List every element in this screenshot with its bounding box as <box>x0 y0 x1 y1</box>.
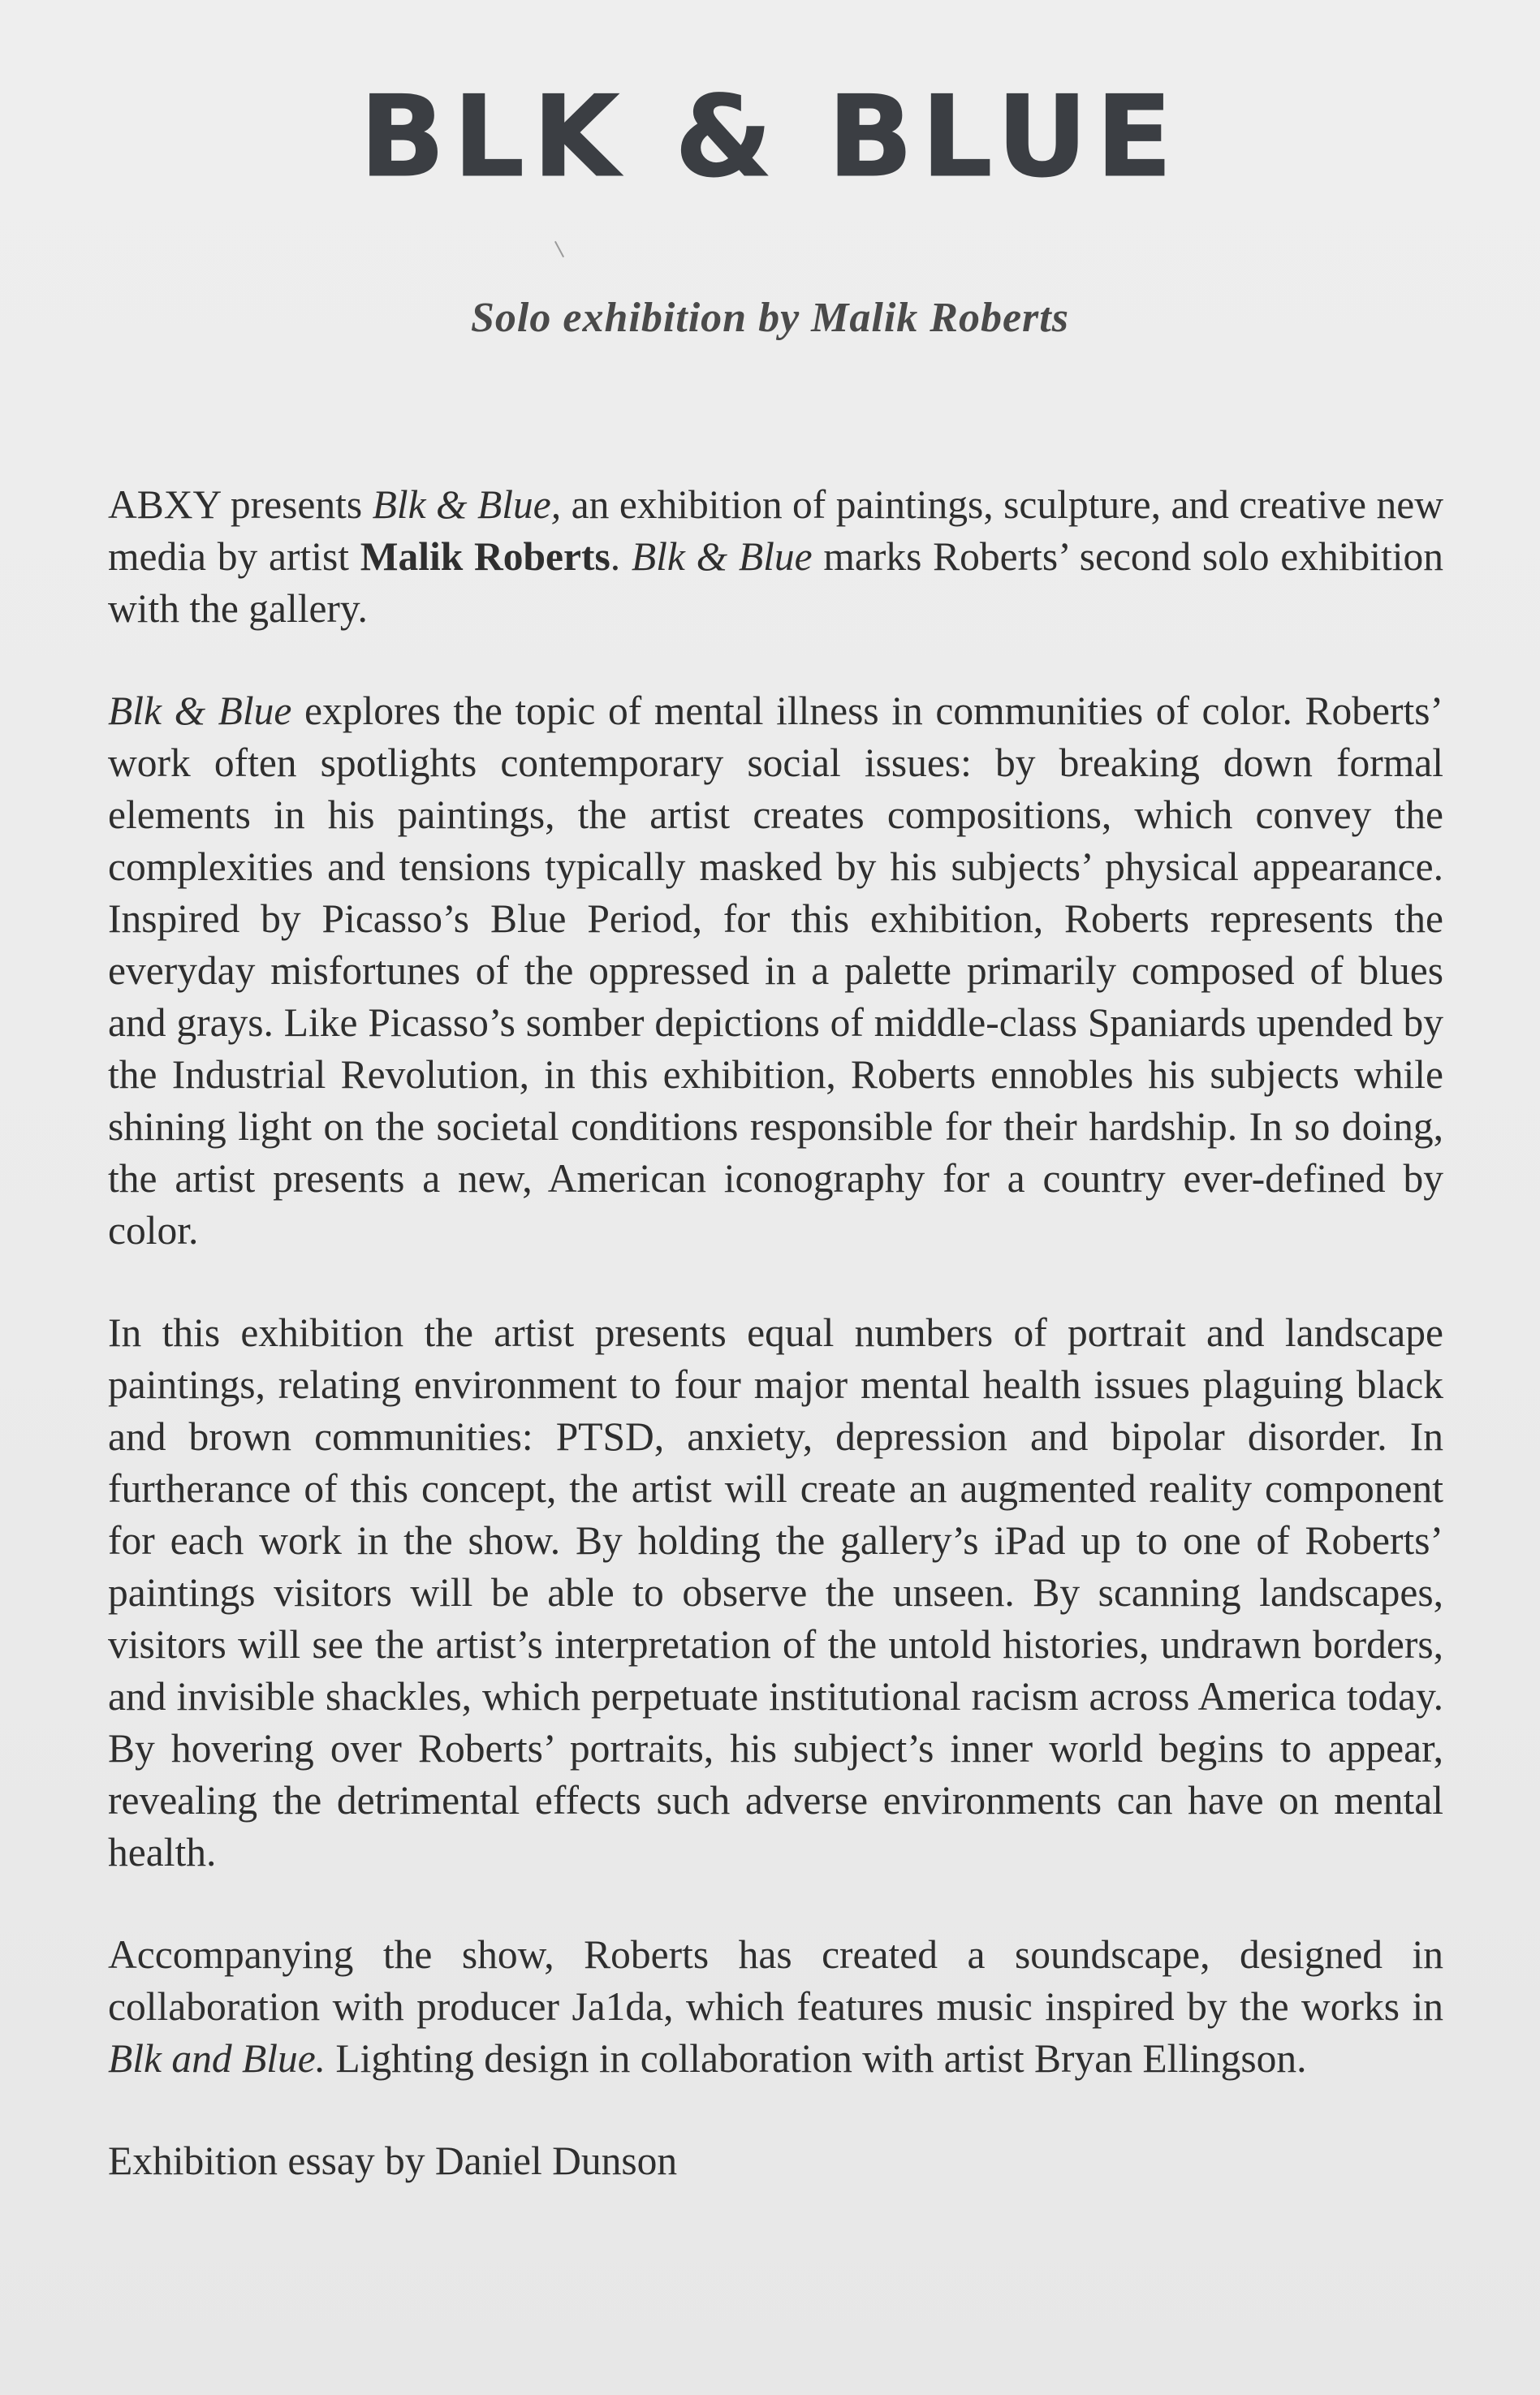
essay-credit: Exhibition essay by Daniel Dunson <box>108 2138 678 2183</box>
intro-paragraph: ABXY presents Blk & Blue, an exhibition of paintings, sculpture, and creative new media by artist Malik Roberts. Blk & Blue marks Roberts’ second solo exhibition with the gallery. <box>108 482 1443 631</box>
exhibition-name-italic: Blk & Blue <box>108 688 292 733</box>
exhibition-subtitle: Solo exhibition by Malik Roberts <box>471 295 1069 341</box>
soundscape-paragraph: Accompanying the show, Roberts has created a soundscape, designed in collaboration with producer Ja1da, which features music inspired by the works in Blk and Blue. Lighting design in collaboration with artist Bryan Ellingson. <box>108 1932 1443 2081</box>
artist-name-bold: Malik Roberts <box>360 534 610 579</box>
augmented-reality-paragraph: In this exhibition the artist presents equal numbers of portrait and landscape paintings, relating environment to four major mental health issues plaguing black and brown communities: PTSD, anxiety, depression and bipolar disorder. In furtherance of this concept, the artist will create an augmented reality component for each work in the show. By holding the gallery’s iPad up to one of Roberts’ paintings visitors will be able to observe the unseen. By scanning landscapes, visitors will see the artist’s interpretation of the untold histories, undrawn borders, and invisible shackles, which perpetuate institutional racism across America today. By hovering over Roberts’ portraits, his subject’s inner world begins to appear, revealing the detrimental effects such adverse environments can have on mental health. <box>108 1310 1443 1875</box>
exhibition-title: BLK & BLUE <box>359 71 1180 202</box>
exhibition-name-italic: Blk and Blue. <box>108 2036 326 2081</box>
concept-paragraph: Blk & Blue explores the topic of mental illness in communities of color. Roberts’ work often spotlights contemporary social issues: by breaking down formal elements in his paintings, the artist creates compositions, which convey the complexities and tensions typically masked by his subjects’ physical appearance. Inspired by Picasso’s Blue Period, for this exhibition, Roberts represents the everyday misfortunes of the oppressed in a palette primarily composed of blues and grays. Like Picasso’s somber depictions of middle-class Spaniards upended by the Industrial Revolution, in this exhibition, Roberts ennobles his subjects while shining light on the societal conditions responsible for their hardship. In so doing, the artist presents a new, American iconography for a country ever-defined by color. <box>108 688 1443 1253</box>
wall-mark <box>554 241 564 257</box>
exhibition-name-italic: Blk & Blue <box>631 534 813 579</box>
exhibition-description <box>108 479 1443 2237</box>
exhibition-name-italic: Blk & Blue, <box>372 482 562 527</box>
